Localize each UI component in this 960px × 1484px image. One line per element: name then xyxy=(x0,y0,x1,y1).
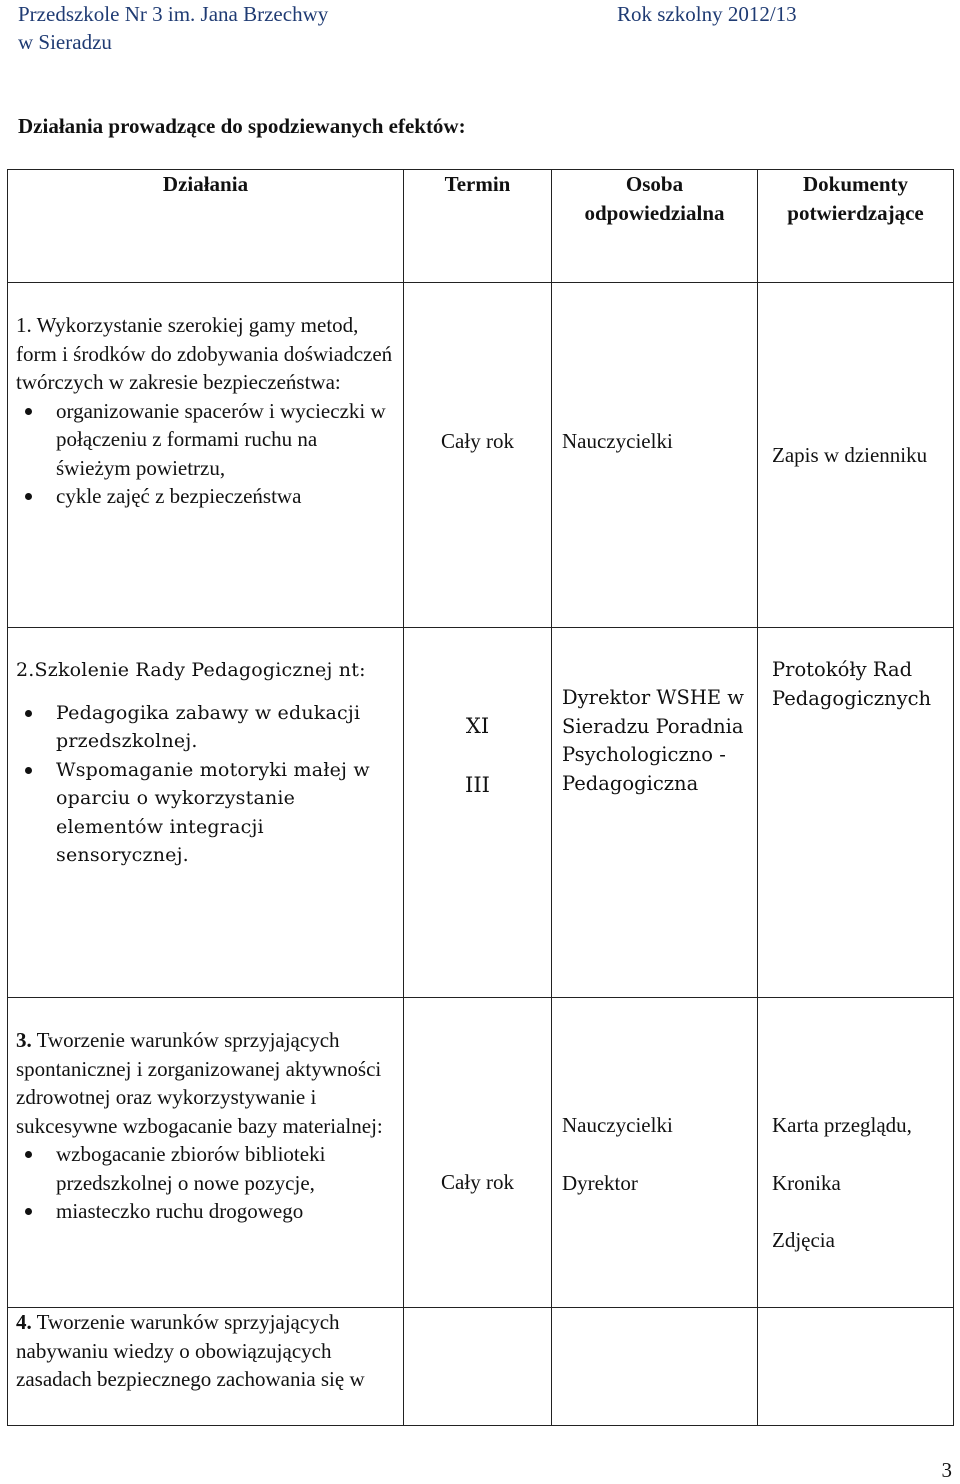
list-item: wzbogacanie zbiorów biblioteki przedszkolnej o nowe pozycje, xyxy=(56,1140,395,1197)
row2-term xyxy=(404,628,552,998)
row4-term xyxy=(404,1308,552,1426)
row3-term: Cały rok xyxy=(404,998,552,1308)
row4-number: 4. xyxy=(16,1310,32,1334)
school-year: Rok szkolny 2012/13 xyxy=(617,2,797,26)
row2-responsible: Dyrektor WSHE w Sieradzu Poradnia Psychologiczno - Pedagogiczna xyxy=(552,628,758,998)
table-row xyxy=(8,628,954,998)
row3-responsible xyxy=(552,998,758,1308)
row2-term-1: XI xyxy=(465,714,490,738)
section-heading: Działania prowadzące do spodziewanych efektów: xyxy=(18,114,466,138)
row3-documents xyxy=(758,998,954,1308)
row3-number: 3. xyxy=(16,1028,32,1052)
row3-documents-1: Karta przeglądu, xyxy=(772,1113,912,1137)
row2-intro: 2.Szkolenie Rady Pedagogicznej nt: xyxy=(16,659,366,681)
row3-bullet-list xyxy=(16,1140,395,1226)
row1-documents: Zapis w dzienniku xyxy=(758,283,954,628)
row1-term: Cały rok xyxy=(404,283,552,628)
row3-documents-2: Kronika xyxy=(772,1170,841,1195)
row3-intro-text: Tworzenie warunków sprzyjających spontanicznej i zorganizowanej aktywności zdrowotnej oraz wykorzystywanie i sukcesywne wzbogacanie bazy materialnej: xyxy=(16,1028,383,1138)
row3-actions xyxy=(8,998,404,1308)
row3-intro xyxy=(16,1026,395,1140)
list-item: miasteczko ruchu drogowego xyxy=(56,1197,395,1226)
list-item: organizowanie spacerów i wycieczki w połączeniu z formami ruchu na świeżym powietrzu, xyxy=(56,397,395,483)
row4-intro-text: Tworzenie warunków sprzyjających nabywaniu wiedzy o obowiązujących zasadach bezpiecznego zachowania się w xyxy=(16,1310,365,1391)
header-term: Termin xyxy=(404,170,552,283)
header-responsible: Osoba odpowiedzialna xyxy=(552,170,758,283)
row3-documents-3: Zdjęcia xyxy=(772,1228,835,1252)
row2-documents: Protokóły Rad Pedagogicznych xyxy=(758,628,954,998)
row1-actions xyxy=(8,283,404,628)
list-item: cykle zajęć z bezpieczeństwa xyxy=(56,482,395,511)
row3-responsible-1: Nauczycielki xyxy=(562,1113,673,1137)
row4-responsible xyxy=(552,1308,758,1426)
row4-documents xyxy=(758,1308,954,1426)
activities-table xyxy=(7,169,954,1426)
table-row xyxy=(8,283,954,628)
school-name xyxy=(18,0,328,56)
list-item: Pedagogika zabawy w edukacji przedszkolnej. xyxy=(56,699,395,756)
row4-intro xyxy=(16,1308,395,1394)
school-name-line1: Przedszkole Nr 3 im. Jana Brzechwy xyxy=(18,2,329,26)
row2-actions xyxy=(8,628,404,998)
row1-bullet-list xyxy=(16,397,395,511)
row3-responsible-2: Dyrektor xyxy=(562,1170,638,1195)
row2-term-2: III xyxy=(465,772,490,797)
table-row xyxy=(8,998,954,1308)
header-actions: Działania xyxy=(8,170,404,283)
row1-intro: 1. Wykorzystanie szerokiej gamy metod, form i środków do zdobywania doświadczeń twórczych w zakresie bezpieczeństwa: xyxy=(16,313,393,394)
row1-responsible: Nauczycielki xyxy=(552,283,758,628)
table-row xyxy=(8,1308,954,1426)
school-name-line2: w Sieradzu xyxy=(18,30,112,54)
list-item: Wspomaganie motoryki małej w oparciu o wykorzystanie elementów integracji sensorycznej. xyxy=(56,756,395,870)
row4-actions xyxy=(8,1308,404,1426)
page-number: 3 xyxy=(941,1458,952,1482)
header-documents: Dokumenty potwierdzające xyxy=(758,170,954,283)
row2-bullet-list xyxy=(16,699,395,870)
table-header-row xyxy=(8,170,954,283)
